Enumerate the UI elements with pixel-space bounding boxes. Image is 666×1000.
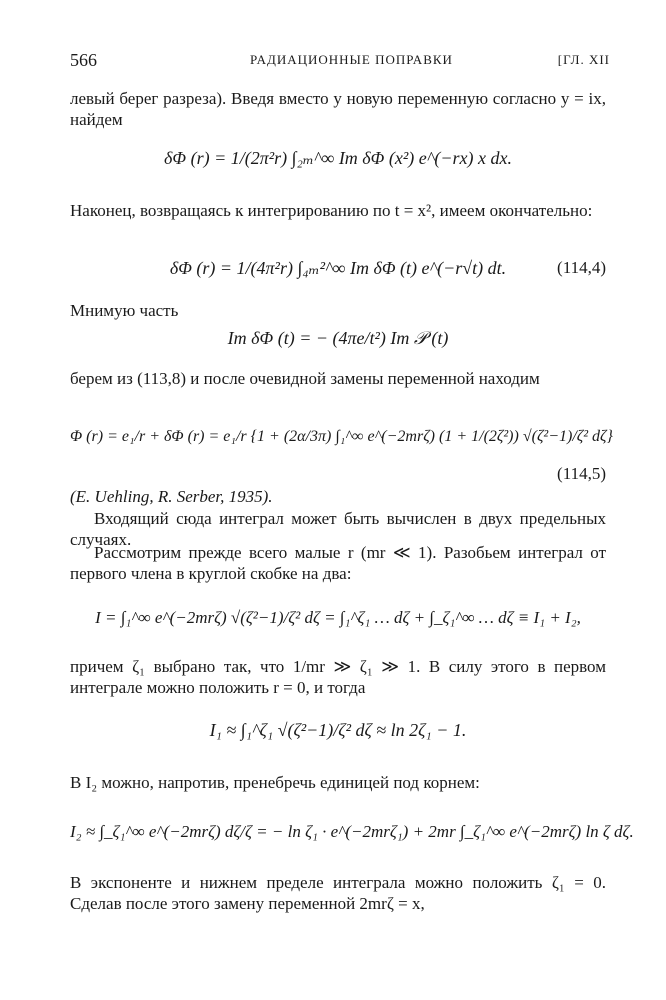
formula-7-text: I₂ ≈ ∫_ζ₁^∞ e^(−2mrζ) dζ/ζ = − ln ζ₁ · e^(−2mrζ₁) + 2mr ∫_ζ₁^∞ e^(−2mrζ) ln ζ dζ. — [70, 822, 634, 841]
formula-6-text: I₁ ≈ ∫₁^ζ₁ √(ζ²−1)/ζ² dζ ≈ ln 2ζ₁ − 1. — [209, 720, 467, 740]
formula-1 — [70, 148, 606, 188]
formula-7 — [70, 822, 634, 862]
paragraph-2: Наконец, возвращаясь к интегрированию по t = x², имеем окончательно: — [70, 201, 593, 220]
formula-3 — [70, 328, 606, 368]
formula-5-text: I = ∫₁^∞ e^(−2mrζ) √(ζ²−1)/ζ² dζ = ∫₁^ζ₁ … dζ + ∫_ζ₁^∞ … dζ ≡ I₁ + I₂, — [95, 608, 581, 627]
paragraph-6: Рассмотрим прежде всего малые r (mr ≪ 1). Разобьем интеграл от первого члена в круглой скобке на два: — [70, 543, 606, 583]
formula-4-text: Φ (r) = e₁/r + δΦ (r) = e₁/r {1 + (2α/3π) ∫₁^∞ e^(−2mrζ) (1 + 1/(2ζ²)) √(ζ²−1)/ζ² dζ} — [70, 428, 613, 445]
equation-number-114-5: (114,5) — [557, 464, 606, 483]
chapter-reference: [ГЛ. XII — [557, 52, 610, 67]
formula-3-text: Im δΦ (t) = − (4πe/t²) Im 𝒫 (t) — [227, 328, 449, 348]
paragraph-3: Мнимую часть — [70, 301, 179, 320]
formula-6 — [70, 720, 606, 760]
paragraph-9: В экспоненте и нижнем пределе интеграла можно положить ζ₁ = 0. Сделав после этого замену переменной 2mrζ = x, — [70, 873, 606, 913]
citation — [70, 486, 606, 507]
paragraph-7: причем ζ₁ выбрано так, что 1/mr ≫ ζ₁ ≫ 1. В силу этого в первом интеграле можно положить r = 0, и тогда — [70, 657, 606, 697]
formula-2-text: δΦ (r) = 1/(4π²r) ∫₄ₘ²^∞ Im δΦ (t) e^(−r√t) dt. — [169, 258, 507, 278]
formula-4 — [70, 428, 613, 468]
formula-2 — [70, 258, 606, 298]
formula-5 — [70, 608, 606, 648]
formula-1-text: δΦ (r) = 1/(2π²r) ∫₂ₘ^∞ Im δΦ (x²) e^(−rx) x dx. — [164, 148, 512, 168]
paragraph-1: левый берег разреза). Введя вместо y новую переменную согласно y = ix, найдем — [70, 89, 606, 129]
page-number: 566 — [70, 50, 97, 70]
paragraph-8: В I₂ можно, напротив, пренебречь единицей под корнем: — [70, 773, 480, 792]
running-head — [70, 50, 610, 70]
citation-text: (E. Uehling, R. Serber, 1935). — [70, 487, 273, 506]
section-title: РАДИАЦИОННЫЕ ПОПРАВКИ — [250, 52, 453, 67]
equation-number-114-4: (114,4) — [557, 258, 606, 277]
paragraph-5: Входящий сюда интеграл может быть вычислен в двух предельных случаях. — [70, 509, 606, 549]
paragraph-4: берем из (113,8) и после очевидной замены переменной находим — [70, 369, 540, 388]
